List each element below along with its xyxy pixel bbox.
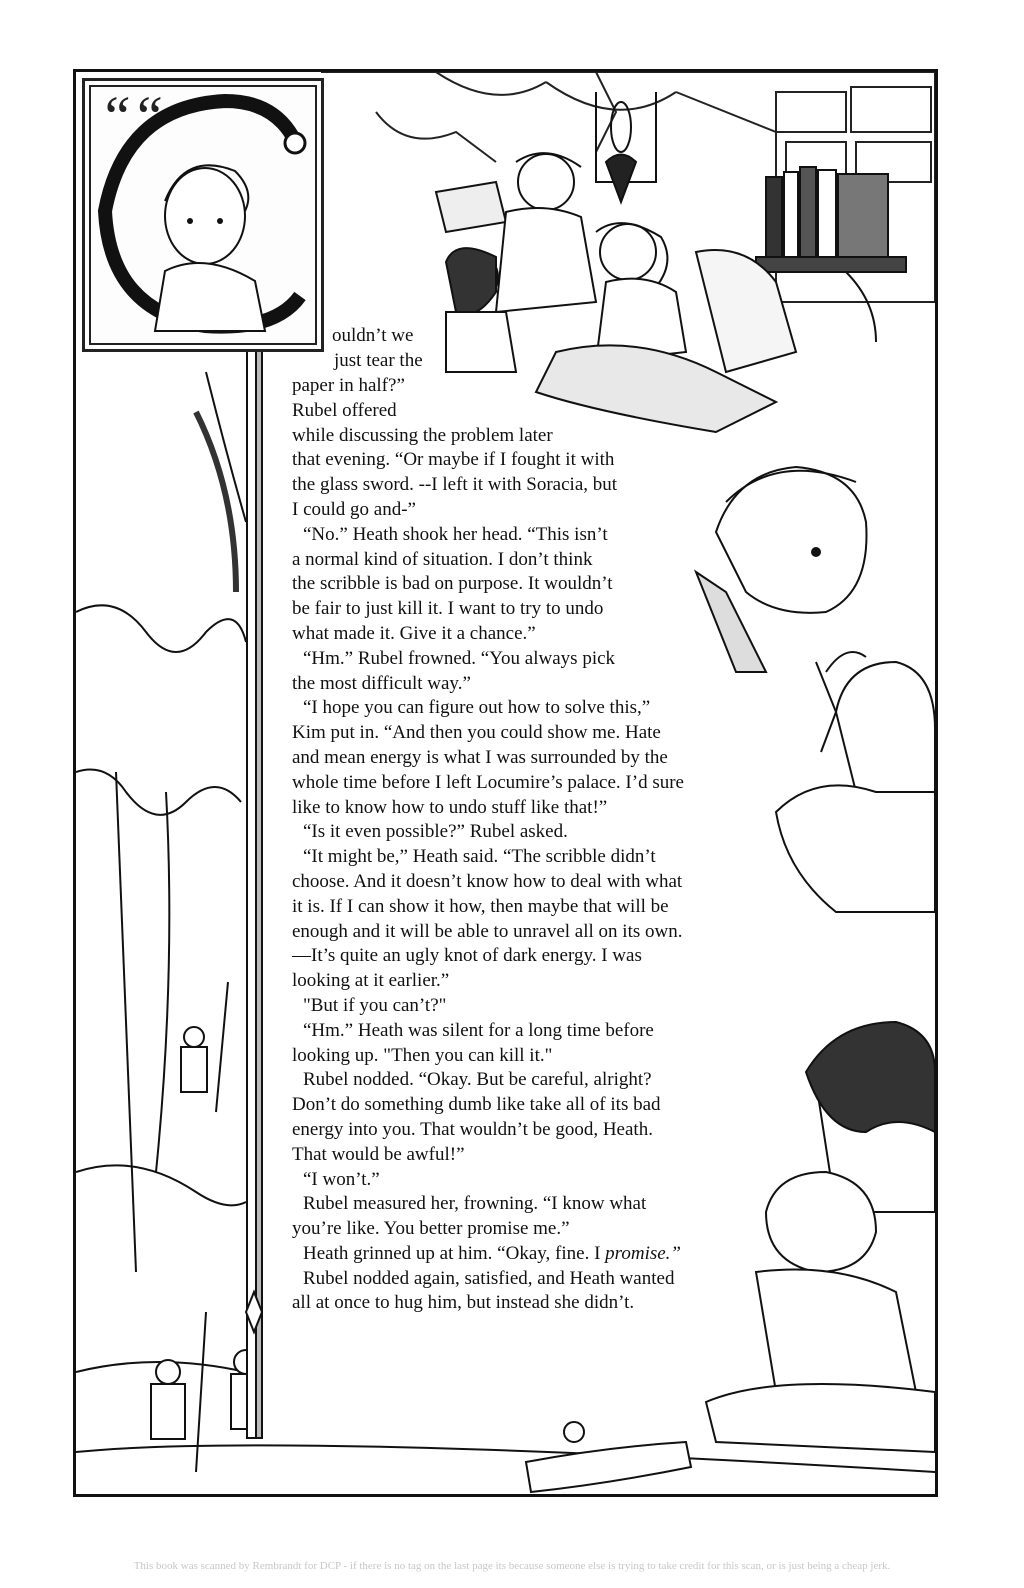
decorative-pillar-art (246, 348, 262, 1438)
text-line: “Hm.” Rubel frowned. “You always pick (303, 647, 616, 669)
text-line: whole time before I left Locumire’s palace. I’d sure (292, 771, 684, 793)
text-line: ouldn’t we (332, 325, 414, 346)
text-line: —It’s quite an ugly knot of dark energy. I was (292, 945, 642, 967)
text-line: the glass sword. --I left it with Soracia, but (292, 474, 618, 496)
text-line: the scribble is bad on purpose. It wouldn’t (292, 573, 613, 595)
text-line: “Hm.” Heath was silent for a long time before (303, 1019, 654, 1041)
text-line: what made it. Give it a chance.” (292, 622, 536, 644)
text-line: Rubel offered (292, 399, 397, 421)
text-line (292, 1242, 684, 1267)
text-line: that evening. “Or maybe if I fought it with (292, 449, 615, 471)
text-line: "But if you can’t?" (303, 994, 447, 1016)
soldiers-art (151, 982, 261, 1472)
text-line: “I won’t.” (303, 1168, 380, 1190)
text-line: “No.” Heath shook her head. “This isn’t (303, 523, 608, 545)
text-line: Kim put in. “And then you could show me. Hate (292, 722, 661, 744)
drop-cap-box (82, 78, 324, 352)
text-line: the most difficult way.” (292, 672, 471, 694)
text-line: looking up. "Then you can kill it." (292, 1044, 553, 1066)
opening-quote-mark: ““ (99, 84, 164, 149)
text-line: a normal kind of situation. I don’t think (292, 548, 593, 570)
text-line: like to know how to undo stuff like that!” (292, 796, 608, 818)
text-line: it is. If I can show it how, then maybe that will be (292, 895, 669, 917)
text-line: you’re like. You better promise me.” (292, 1218, 570, 1240)
text-line: Rubel nodded again, satisfied, and Heath wanted (303, 1267, 675, 1289)
text-line: “It might be,” Heath said. “The scribble didn’t (303, 846, 656, 868)
text-line: while discussing the problem later (292, 424, 553, 446)
scan-credit-footer: This book was scanned by Rembrandt for DCP - if there is no tag on the last page its because someone else is trying to take credit for this scan, or is just being a cheap jerk. (133, 1560, 891, 1572)
drop-cap-c-illustration (85, 81, 321, 349)
text-line: paper in half?” (292, 375, 405, 396)
text-line: enough and it will be able to unravel all on its own. (292, 920, 683, 942)
kim-portrait-art (776, 652, 935, 912)
text-line: “I hope you can figure out how to solve this,” (303, 697, 651, 719)
text-line: Rubel measured her, frowning. “I know what (303, 1193, 647, 1215)
text-line: That would be awful!” (292, 1143, 465, 1165)
page-frame (73, 69, 938, 1497)
text-line: and mean energy is what I was surrounded by the (292, 746, 668, 768)
scroll-art (526, 1422, 691, 1492)
text-line: looking at it earlier.” (292, 970, 450, 992)
emphasis-text: promise.” (605, 1242, 681, 1264)
text-line: Rubel nodded. “Okay. But be careful, alright? (303, 1069, 652, 1091)
text-line: just tear the (334, 349, 423, 371)
rubel-portrait-art (696, 467, 867, 672)
text-line: be fair to just kill it. I want to try to undo (292, 598, 604, 620)
text-line: choose. And it doesn’t know how to deal with what (292, 870, 683, 892)
story-text-block (292, 374, 684, 1316)
text-line-start: Heath grinned up at him. “Okay, fine. I (303, 1242, 606, 1264)
story-text-block (332, 324, 423, 374)
heath-sitting-art (706, 1022, 935, 1452)
text-line: Don’t do something dumb like take all of its bad (292, 1094, 661, 1116)
text-line: all at once to hug him, but instead she didn’t. (292, 1292, 635, 1314)
text-line: I could go and-” (292, 498, 416, 520)
text-line: energy into you. That wouldn’t be good, Heath. (292, 1118, 653, 1140)
text-line: “Is it even possible?” Rubel asked. (303, 821, 568, 843)
